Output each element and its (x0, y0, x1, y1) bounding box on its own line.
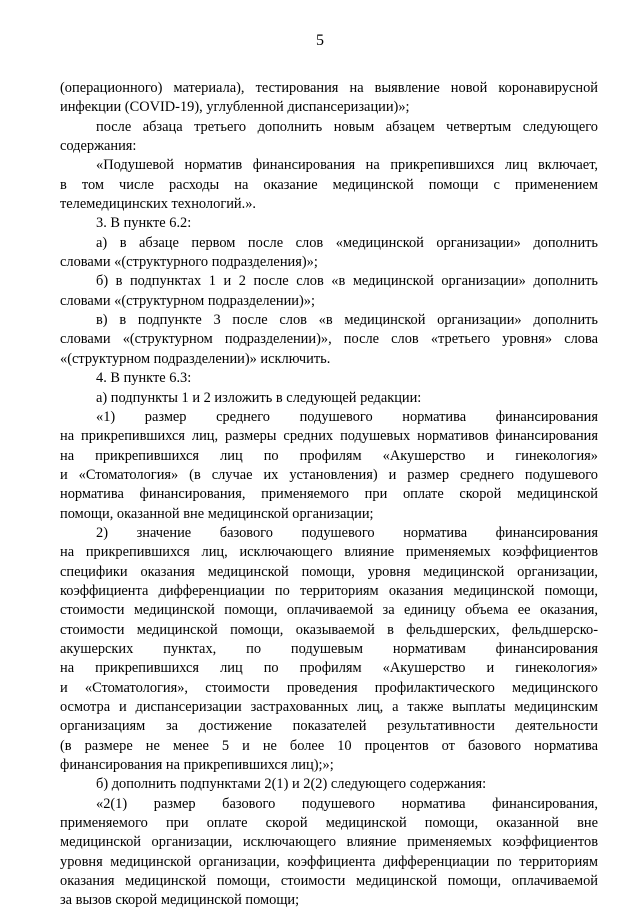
text-line: осмотра и диспансеризации застрахованных лиц, а также выплаты медицинским (60, 699, 598, 715)
text-line: (в размере не менее 5 и не более 10 процентов от базового норматива (60, 737, 598, 754)
text-line: организациям за достижение показателей результативности деятельности (60, 718, 598, 735)
text-line: словами «(структурном подразделении)», после слов «третьего уровня» слова (60, 331, 598, 348)
text-line: на прикрепившихся лиц по профилям «Акушерство и гинекология» (60, 660, 598, 677)
text-line: а) в абзаце первом после слов «медицинской организации» дополнить (96, 234, 598, 251)
text-line: и «Стоматология» (в случае их установления) и размер среднего подушевого (60, 466, 598, 483)
text-line: «Подушевой норматив финансирования на прикрепившихся лиц включает, (96, 157, 598, 174)
text-line: на прикрепившихся лиц, размеры средних подушевых нормативов финансирования (60, 428, 598, 445)
text-line: (операционного) материала), тестирования на выявление новой коронавирусной (60, 80, 598, 96)
text-line: в) в подпункте 3 после слов «в медицинской организации» дополнить (96, 312, 598, 329)
text-line: телемедицинских технологий.». (60, 196, 257, 213)
text-line: инфекции (COVID-19), углубленной диспансеризации)»; (60, 99, 410, 116)
text-line: б) дополнить подпунктами 2(1) и 2(2) следующего содержания: (96, 776, 487, 793)
text-line: 2) значение базового подушевого норматива финансирования (96, 524, 598, 541)
text-line: стоимости медицинской помощи, оплачиваемой за единицу объема ее оказания, (60, 602, 598, 619)
text-line: стоимости медицинской помощи, оказываемой в фельдшерских, фельдшерско- (60, 621, 598, 638)
text-line: применяемого при оплате скорой медицинской помощи, оказанной вне (60, 815, 598, 832)
text-line: на прикрепившихся лиц по профилям «Акушерство и гинекология» (60, 447, 598, 464)
text-line: специфики оказания медицинской помощи, уровня медицинской организации, (60, 563, 598, 580)
text-line: оказания медицинской помощи, стоимости медицинской помощи, оплачиваемой (60, 873, 598, 890)
document-body (60, 79, 598, 911)
text-line: словами «(структурном подразделении)»; (60, 292, 315, 309)
text-line: словами «(структурного подразделения)»; (60, 254, 318, 271)
text-line: и «Стоматология», стоимости проведения профилактического медицинского (60, 679, 598, 696)
text-line: уровня медицинской организации, коэффициента дифференциации по территориям (60, 853, 598, 870)
text-line: на прикрепившихся лиц, исключающего влияние применяемых коэффициентов (60, 544, 598, 561)
text-line: 4. В пункте 6.3: (96, 370, 192, 387)
text-line: за вызов скорой медицинской помощи; (60, 892, 300, 909)
text-line: помощи, оказанной вне медицинской организации; (60, 505, 374, 522)
text-line: а) подпункты 1 и 2 изложить в следующей редакции: (96, 389, 422, 406)
text-line: медицинской организации, исключающего влияние применяемых коэффициентов (60, 834, 598, 851)
text-line: б) в подпунктах 1 и 2 после слов «в медицинской организации» дополнить (96, 273, 598, 290)
text-line: после абзаца третьего дополнить новым абзацем четвертым следующего (96, 118, 598, 135)
page-number: 5 (316, 32, 324, 49)
text-line: коэффициента дифференциации по территориям оказания медицинской помощи, (60, 582, 598, 599)
text-line: «1) размер среднего подушевого норматива финансирования (96, 408, 598, 425)
text-line: «2(1) размер базового подушевого норматива финансирования, (96, 795, 598, 812)
text-line: финансирования на прикрепившихся лиц);»; (60, 757, 334, 774)
text-line: в том числе расходы на оказание медицинской помощи с применением (60, 176, 598, 193)
text-line: 3. В пункте 6.2: (96, 215, 192, 232)
text-line: акушерских пунктах, по подушевым нормативам финансирования (60, 640, 598, 657)
text-line: содержания: (60, 138, 137, 155)
text-line: «(структурном подразделении)» исключить. (60, 350, 331, 367)
text-line: норматива финансирования, применяемого при оплате скорой медицинской (60, 486, 598, 503)
